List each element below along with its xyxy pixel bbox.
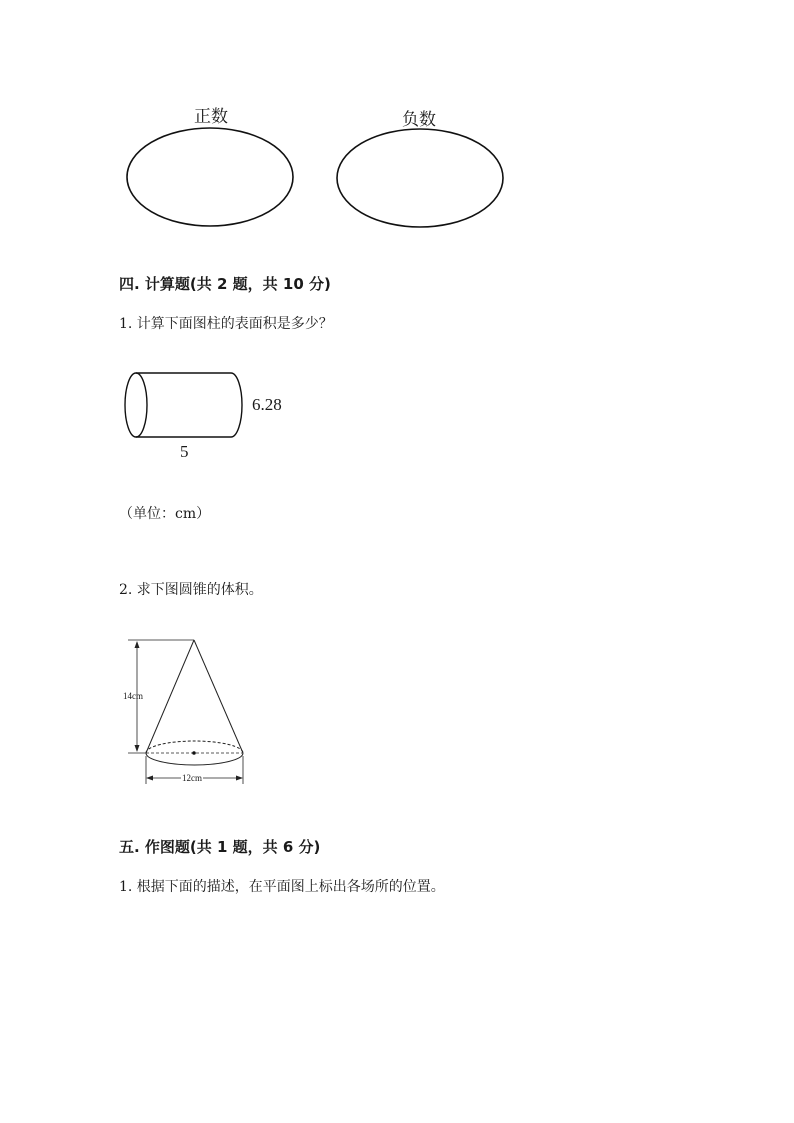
- cylinder-right-arc: [231, 373, 242, 437]
- cone-left-side: [146, 640, 194, 753]
- cylinder-figure: [125, 373, 242, 437]
- cone-right-side: [194, 640, 243, 753]
- positive-set-label: 正数: [194, 107, 228, 127]
- cone-base-back: [146, 741, 243, 753]
- question-1-text: 1. 计算下面图柱的表面积是多少？: [119, 316, 333, 332]
- section-5-title: 五. 作图题(共 1 题，共 6 分): [119, 838, 321, 856]
- diameter-arrow-left: [146, 776, 153, 781]
- cylinder-circumference-label: 6.28: [252, 395, 282, 414]
- cone-base-front: [146, 753, 243, 765]
- section-4-title: 四. 计算题(共 2 题，共 10 分): [119, 275, 331, 293]
- unit-note: （单位：cm）: [119, 506, 211, 522]
- cylinder-left-face: [125, 373, 147, 437]
- positive-set-oval: [127, 128, 293, 226]
- negative-set-label: 负数: [402, 110, 436, 130]
- height-arrow-up: [135, 641, 140, 648]
- cone-height-label: 14cm: [123, 691, 143, 701]
- height-arrow-down: [135, 745, 140, 752]
- cone-figure: [128, 640, 243, 784]
- cone-base-center-dot: [192, 751, 196, 755]
- question-2-text: 2. 求下图圆锥的体积。: [119, 582, 263, 598]
- diameter-arrow-right: [236, 776, 243, 781]
- cone-diameter-label: 12cm: [182, 773, 202, 783]
- negative-set-oval: [337, 129, 503, 227]
- question-5-1-text: 1. 根据下面的描述，在平面图上标出各场所的位置。: [119, 879, 445, 895]
- cylinder-length-label: 5: [180, 442, 189, 461]
